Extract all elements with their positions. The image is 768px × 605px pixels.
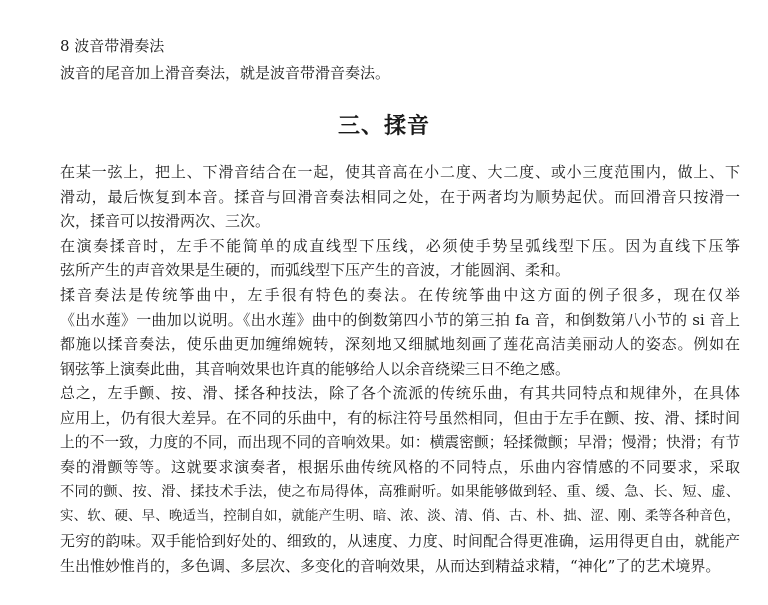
- text-line: 无穷的韵味。双手能恰到好处的、细致的，从速度、力度、时间配合得更准确，运用得更自由，就能产: [60, 531, 740, 550]
- text-line: 在某一弦上，把上、下滑音结合在一起，使其音高在小二度、大二度、或小三度范围内，做上、下: [60, 163, 740, 181]
- text-line: 实、软、硬、早、晚适当，控制自如，就能产生明、暗、浓、淡、清、俏、古、朴、拙、涩、刚、柔等各种音色，: [60, 508, 740, 525]
- text-line: 总之，左手颤、按、滑、揉各种技法，除了各个流派的传统乐曲，有其共同特点和规律外，在具体: [60, 384, 740, 403]
- text-line: 在演奏揉音时，左手不能简单的成直线型下压线，必须使手势呈弧线型下压。因为直线下压筝: [60, 236, 740, 255]
- text-line: 上的不一致，力度的不同，而出现不同的音响效果。如：横震密颤；轻揉微颤；早滑；慢滑；快滑；有节: [60, 433, 740, 451]
- text-line: 生出惟妙惟肖的，多色调、多层次、多变化的音响效果，从而达到精益求精，“神化”了的艺术境界。: [60, 556, 721, 575]
- text-line: 不同的颤、按、滑、揉技术手法，使之布局得体，高雅耐听。如果能够做到轻、重、缓、急、长、短、虚、: [60, 483, 740, 500]
- text-line: 揉音奏法是传统筝曲中，左手很有特色的奏法。在传统筝曲中这方面的例子很多，现在仅举: [60, 285, 740, 304]
- text-line: 次，揉音可以按滑两次、三次。: [60, 212, 271, 231]
- text-line: 滑动，最后恢复到本音。揉音与回滑音奏法相同之处，在于两者均为顺势起伏。而回滑音只按滑一: [60, 187, 740, 206]
- page-title: 三、揉音: [337, 113, 430, 139]
- section-heading: 8 波音带滑奏法: [60, 37, 165, 55]
- body-text: [60, 160, 740, 578]
- text-line: 奏的滑颤等等。这就要求演奏者，根据乐曲传统风格的不同特点，乐曲内容情感的不同要求，采取: [60, 458, 740, 477]
- text-line: 钢弦筝上演奏此曲，其音响效果也许真的能够给人以余音绕梁三日不绝之感。: [60, 359, 571, 378]
- section-text: 波音的尾音加上滑音奏法，就是波音带滑音奏法。: [60, 64, 391, 82]
- text-line: 都施以揉音奏法，使乐曲更加缠绵婉转，深刻地又细腻地刻画了莲花高洁美丽动人的姿态。例如在: [60, 335, 740, 354]
- text-line: 《出水莲》一曲加以说明。《出水莲》曲中的倒数第四小节的第三拍 fa 音，和倒数第八小节的 si 音上: [60, 310, 740, 329]
- text-line: 应用上，仍有很大差异。在不同的乐曲中，有的标注符号虽然相同，但由于左手在颤、按、滑、揉时间: [60, 408, 740, 427]
- text-line: 弦所产生的声音效果是生硬的，而弧线型下压产生的音波，才能圆润、柔和。: [60, 261, 571, 280]
